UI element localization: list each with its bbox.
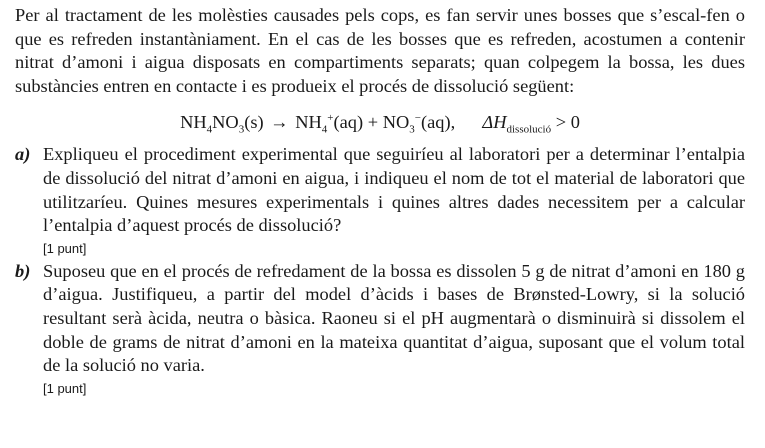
question-a-text: Expliqueu el procediment experimental que seguiríeu al laboratori per a determinar l’entalpia de dissolució del nitrat d’amoni en aigua, i indiqueu el nom de tot el material de laboratori que utilitzaríeu. Quines mesures experimentals i quines altres dades necessitem per a calcular l’entalpia d’aquest procés de dissolució? bbox=[43, 144, 745, 236]
eq-product-ammonium: $NH_4^+(aq)$ + bbox=[295, 112, 379, 137]
reaction-arrow: → bbox=[270, 112, 289, 133]
question-b bbox=[15, 260, 745, 399]
dissolution-equation bbox=[15, 110, 745, 137]
question-b-text: Suposeu que en el procés de refredament de la bossa es dissolen 5 g de nitrat d’amoni en 180 g d’aigua. Justifiqueu, a partir del model d’àcids i bases de Brønsted-Lowry, si la solució resultant serà àcida, neutra o bàsica. Raoneu si el pH augmentarà o disminuirà si dissolem el doble de grams de nitrat d’amoni en la mateixa quantitat d’aigua, suposant que el volum total de la solució no varia. bbox=[43, 260, 745, 376]
exam-page bbox=[15, 4, 745, 400]
eq-enthalpy-condition: $\Delta H_{dissolució} > 0$ bbox=[482, 112, 580, 137]
question-b-letter: b) bbox=[15, 260, 31, 281]
question-a-points: [1 punt] bbox=[43, 240, 87, 256]
question-a bbox=[15, 143, 745, 258]
intro-paragraph: Per al tractament de les molèsties causades pels cops, es fan servir unes bosses que s’escal-fen o que es refreden instantàniament. En el cas de les bosses que es refreden, acostumen a contenir nitrat d’amoni i aigua disposats en compartiments separats; quan colpegem la bossa, les dues substàncies entren en contacte i es produeix el procés de dissolució següent: bbox=[15, 5, 745, 96]
eq-reactant: $NH_4NO_3(s)$ bbox=[180, 112, 264, 137]
eq-product-nitrate: $NO_3^-(aq)$, bbox=[382, 112, 456, 137]
question-b-points: [1 punt] bbox=[43, 380, 87, 396]
question-a-letter: a) bbox=[15, 144, 31, 165]
